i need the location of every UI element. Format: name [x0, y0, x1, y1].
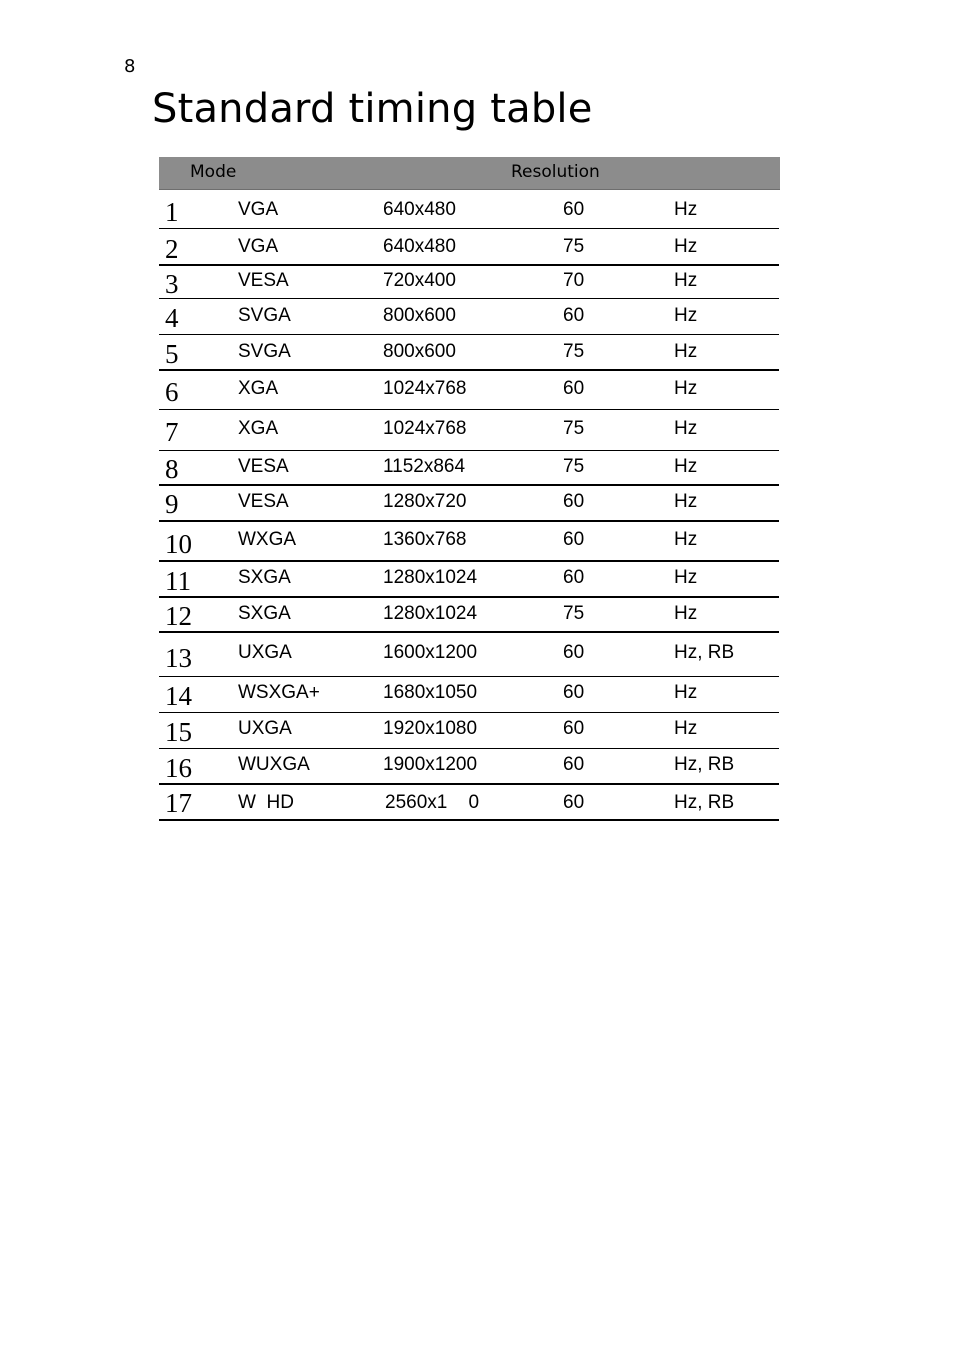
table-row: [159, 486, 779, 522]
resolution-cell: 1024x768: [383, 418, 467, 439]
row-number: 14: [165, 681, 192, 711]
unit-cell: Hz: [674, 529, 698, 550]
unit-cell: Hz, RB: [674, 642, 735, 663]
row-number: 10: [165, 529, 192, 559]
table-header: [159, 157, 780, 190]
row-number: 15: [165, 717, 192, 747]
refresh-rate-cell: 60: [563, 682, 585, 703]
row-number: 9: [165, 489, 179, 519]
unit-cell: Hz: [674, 603, 698, 624]
row-number: 1: [165, 197, 179, 227]
mode-cell: WSXGA+: [238, 682, 320, 703]
mode-cell: VESA: [238, 491, 289, 512]
refresh-rate-cell: 60: [563, 792, 585, 813]
mode-cell: SXGA: [238, 567, 291, 588]
table-body: [159, 190, 779, 821]
refresh-rate-cell: 60: [563, 718, 585, 739]
table-row: [159, 713, 779, 749]
table-row: [159, 677, 779, 713]
refresh-rate-cell: 60: [563, 529, 585, 550]
row-number: 2: [165, 234, 179, 264]
table-row: [159, 562, 779, 598]
resolution-cell: 800x600: [383, 341, 456, 362]
table-row: [159, 299, 779, 335]
row-number: 5: [165, 339, 179, 369]
refresh-rate-cell: 60: [563, 642, 585, 663]
page-title: Standard timing table: [152, 86, 593, 132]
mode-cell: W HD: [238, 792, 294, 813]
table-row: [159, 229, 779, 266]
refresh-rate-cell: 60: [563, 567, 585, 588]
refresh-rate-cell: 75: [563, 341, 585, 362]
unit-cell: Hz: [674, 236, 698, 257]
table-row: [159, 266, 779, 299]
row-number: 6: [165, 377, 179, 407]
resolution-cell: 640x480: [383, 236, 456, 257]
header-mode: Mode: [190, 162, 237, 182]
resolution-cell: 1680x1050: [383, 682, 478, 703]
mode-cell: VESA: [238, 270, 289, 291]
mode-cell: XGA: [238, 378, 279, 399]
unit-cell: Hz: [674, 199, 698, 220]
row-number: 11: [165, 566, 191, 596]
refresh-rate-cell: 60: [563, 378, 585, 399]
resolution-cell: 2560x1 0: [385, 792, 480, 813]
refresh-rate-cell: 70: [563, 270, 585, 291]
header-resolution: Resolution: [511, 162, 600, 182]
resolution-cell: 1360x768: [383, 529, 467, 550]
row-number: 17: [165, 788, 192, 818]
refresh-rate-cell: 75: [563, 418, 585, 439]
mode-cell: VESA: [238, 456, 289, 477]
resolution-cell: 1280x1024: [383, 567, 478, 588]
table-row: [159, 598, 779, 633]
resolution-cell: 1280x720: [383, 491, 467, 512]
resolution-cell: 1024x768: [383, 378, 467, 399]
refresh-rate-cell: 60: [563, 305, 585, 326]
mode-cell: UXGA: [238, 642, 292, 663]
table-row: [159, 190, 779, 229]
resolution-cell: 1152x864: [383, 456, 466, 477]
row-number: 3: [165, 269, 179, 299]
mode-cell: SVGA: [238, 341, 291, 362]
resolution-cell: 640x480: [383, 199, 456, 220]
unit-cell: Hz: [674, 341, 698, 362]
refresh-rate-cell: 60: [563, 199, 585, 220]
row-number: 4: [165, 303, 179, 333]
unit-cell: Hz: [674, 305, 698, 326]
resolution-cell: 1280x1024: [383, 603, 478, 624]
table-row: [159, 371, 779, 410]
unit-cell: Hz, RB: [674, 754, 735, 775]
mode-cell: XGA: [238, 418, 279, 439]
resolution-cell: 800x600: [383, 305, 456, 326]
row-number: 13: [165, 643, 192, 673]
row-number: 16: [165, 753, 192, 783]
mode-cell: SXGA: [238, 603, 291, 624]
unit-cell: Hz: [674, 682, 698, 703]
mode-cell: VGA: [238, 236, 279, 257]
resolution-cell: 1900x1200: [383, 754, 478, 775]
unit-cell: Hz: [674, 378, 698, 399]
unit-cell: Hz, RB: [674, 792, 735, 813]
mode-cell: UXGA: [238, 718, 292, 739]
table-row: [159, 522, 779, 562]
mode-cell: WUXGA: [238, 754, 310, 775]
mode-cell: VGA: [238, 199, 279, 220]
mode-cell: WXGA: [238, 529, 297, 550]
row-number: 8: [165, 454, 179, 484]
refresh-rate-cell: 75: [563, 236, 585, 257]
refresh-rate-cell: 60: [563, 491, 585, 512]
table-row: [159, 451, 779, 486]
table-row: [159, 633, 779, 677]
row-number: 7: [165, 417, 179, 447]
refresh-rate-cell: 75: [563, 603, 585, 624]
resolution-cell: 720x400: [383, 270, 456, 291]
resolution-cell: 1920x1080: [383, 718, 478, 739]
refresh-rate-cell: 75: [563, 456, 585, 477]
unit-cell: Hz: [674, 567, 698, 588]
page-number: 8: [124, 56, 136, 77]
unit-cell: Hz: [674, 456, 698, 477]
table-row: [159, 785, 779, 821]
table-row: [159, 335, 779, 371]
table-row: [159, 749, 779, 785]
resolution-cell: 1600x1200: [383, 642, 478, 663]
row-number: 12: [165, 601, 192, 631]
refresh-rate-cell: 60: [563, 754, 585, 775]
unit-cell: Hz: [674, 418, 698, 439]
table-row: [159, 410, 779, 451]
timing-table: [159, 157, 780, 821]
unit-cell: Hz: [674, 718, 698, 739]
mode-cell: SVGA: [238, 305, 291, 326]
unit-cell: Hz: [674, 270, 698, 291]
unit-cell: Hz: [674, 491, 698, 512]
